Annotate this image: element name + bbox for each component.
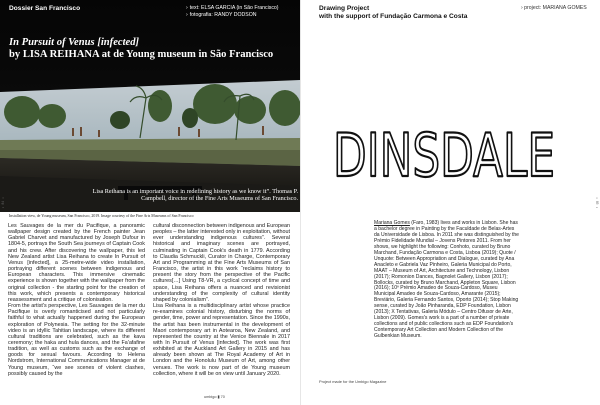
- headline-subtitle: by LISA REIHANA at de Young museum in São Francisco: [9, 49, 274, 61]
- hero-photo: [0, 0, 300, 212]
- artist-bio-text: (Faro, 1983) lives and works in Lisbon. She has a bachelor degree in Painting by the Faculdade de Belas-Artes da Universidade de Lisboa. In 2011 she was distinguished by the Prémio Fidelidade Mundial – Jovens Pintores 2011. From her shows, we highlight the following: Conhoto, curated by Bruno Marchand, Fundação Carmona e Costa, Lisboa (2019); Quote / Unquote: Between Appropriation and Dialogue, curated by Ana Anacleto e Gabriela Vaz Pinheiro, Galeria Municipal do Porto, MAAT – Museum of Art, Architecture and Technology, Lisbon (2017); Romonion Dances, Bagnolet Gallery, Lisbon (2017); Bollocks, curated by Bruno Marchand, Appleton Square, Lisbon (2016); 10º Prémio Amadeo de Souza-Cardoso, Museu Municipal Amadeo de Souza-Cardoso, Amarante (2015); Breviário, Galeria Fernando Santos, Oporto (2014); Stop Making sense, curated by João Pinharanda, EDP Foundation, Lisbon (2013); X Tentativas, Galeria Módulo – Centro Difusor de Arte, Lisbon (2009). Gomes's work is a part of a number of private collections and of public collections such as EDP Foundation's Contemporary Art Collection and Modern Collection of the Gulbenkian Museum.: [374, 220, 519, 340]
- body-paragraph: Lisa Reihana is a multidisciplinary artist whose practice re-examines colonial history, disturbing the norms of gender, time, power and representation. Since the 1990s, the artist has been instrumental in the development of Maori contemporary art in Aotearoa, New Zealand, and represented the country at the Venice Biennale in 2017 with In Pursuit of Venus [infected]. The work was first exhibited at the Auckland Art Gallery in 2015 and has already been shown at The Royal Academy of Art in London and the Honolulu Museum of Art, among other venues. The work is now part of de Young museum collection, where it will be on view until January 2020.: [153, 303, 290, 377]
- right-page: [300, 0, 600, 405]
- photo-credit: fotografia: RANDY DODSON: [189, 12, 257, 18]
- section-label: Dossier San Francisco: [9, 5, 81, 12]
- pull-quote: Lisa Reihana is an important voice in redefining history as we know it”. Thomas P. Campbell, director of the Fine Arts Museums of San Francisco.: [92, 188, 298, 203]
- project-credit-text: project: MARIANA GOMES: [524, 5, 587, 11]
- page-number-left: ▪ 84 ▪: [1, 196, 5, 210]
- article-headline: [9, 37, 284, 61]
- body-paragraph: cultural disconnection between indigenous and European peoples – the latter interested only in exploitation, without ever understanding indigenous cultures”. Several historical and imaginary scenes are portrayed, culminating in Captain Cook's death in 1779. According to Claudia Schmuckli, Curator in Charge, Contemporary Art and Programming at the Fine Arts Museums of San Francisco, the artist in this work “reclaims history to present the story from the perspective of the Pacific cultures[…] Using T8-VR, a cyclical concept of time and space, Lisa Reihana offers a nuanced and revisionist understanding of the complexity of cultural identity shaped by colonialism”.: [153, 223, 290, 303]
- headline-title: In Pursuit of Venus [infected]: [9, 37, 140, 48]
- footer-note: Project made for the Umbigo Magazine: [319, 379, 387, 384]
- text-credit: text: ELSA GARCIA (in São Francisco): [189, 5, 279, 11]
- arrow-right-icon: ›: [186, 12, 188, 18]
- artist-bio: [374, 221, 520, 340]
- page-number-right: ▪ 85 ▪: [595, 196, 599, 210]
- dinsdale-word: DINSDALE: [333, 121, 555, 190]
- dinsdale-drawing: [331, 120, 561, 190]
- installation-panorama-image: [0, 0, 300, 212]
- page-folio: umbigo ▮ 70: [204, 395, 225, 399]
- body-paragraph: Les Sauvages de la mer du Pacifique, a panoramic wallpaper design created by the French painter Jean Gabriel Charvet and manufactured by Joseph Dufour in 1804-5, portrays the South Sea journeys of Captain Cook and his crew. After discovering the wallpaper, this led New Zealand artist Lisa Reihana to create In Pursuit of Venus [infected], a 25-metre-wide video installation, portraying different scenes between indigenous and European characters. This immersive cinematic experience is shown together with the wallpaper from the original collection - the starting point for the creation of this work, which presents a contemporary historical reassessment and a critique of colonisation.: [8, 223, 145, 303]
- body-column-right: [153, 223, 290, 384]
- photo-caption: Installation view, de Young museum, San Francisco, 2019. Image courtesy of the Fine Arts Museums of San Francisco: [9, 214, 194, 218]
- arrow-right-icon: ›: [521, 5, 525, 11]
- project-heading: [319, 5, 519, 21]
- body-column-left: [8, 223, 145, 399]
- project-credit: [521, 5, 587, 11]
- article-credits: [186, 5, 279, 19]
- artist-name: Mariana Gomes: [374, 220, 410, 226]
- arrow-right-icon: ›: [186, 5, 188, 11]
- project-heading-line1: Drawing Project: [319, 5, 370, 12]
- body-paragraph: From the artist's perspective, Les Sauvages de la mer du Pacifique is overly romanticised and not particularly faithful to what actually happened during the European exploration of Polynesia. The setting for the 32-minute video is an idyllic Tahitian landscape, where its different cultural traditions are celebrated, such as the kava ceremony; the haka and hula dances, and the Fa'afafine tradition, as well as customs such as the exchange of goods for sexual favours. According to Helena Nordstrom, International Communications Manager at de Young museum, “we see scenes of violent clashes, possibly caused by the: [8, 303, 145, 377]
- project-heading-line2: with the support of Fundação Carmona e Costa: [319, 12, 468, 20]
